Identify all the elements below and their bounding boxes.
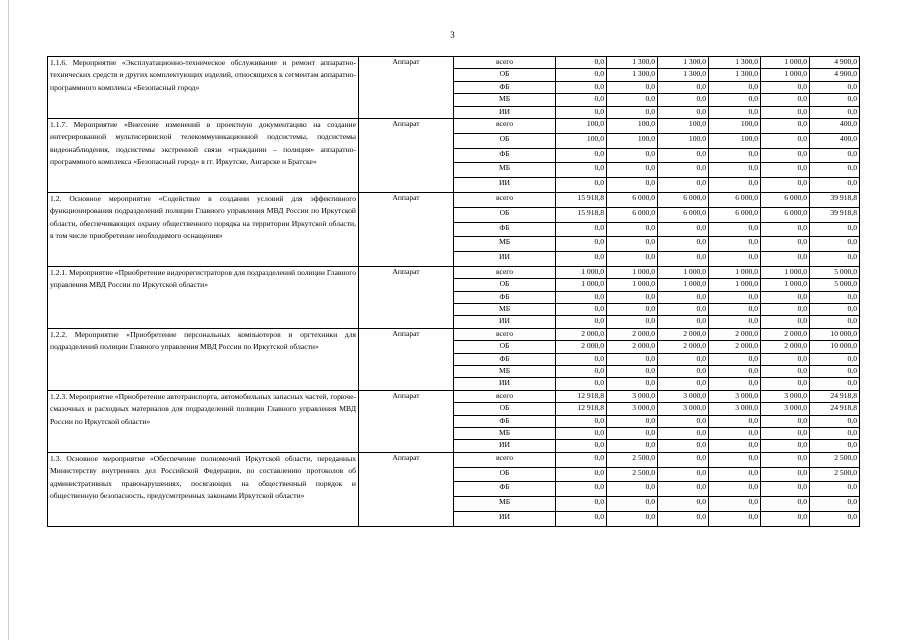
year-value: 0,0 [658, 482, 709, 497]
table-row [48, 266, 860, 278]
total-value: 0,0 [810, 163, 860, 178]
funding-source: ОБ [454, 133, 556, 148]
year-value: 0,0 [607, 148, 658, 163]
funding-source: МБ [454, 497, 556, 512]
total-value: 0,0 [810, 428, 860, 440]
year-value: 0,0 [556, 316, 607, 328]
funding-source: всего [454, 192, 556, 207]
year-value: 1 300,0 [709, 69, 761, 81]
year-value: 0,0 [607, 366, 658, 378]
year-value: 0,0 [709, 366, 761, 378]
year-value: 1 000,0 [761, 69, 810, 81]
year-value: 0,0 [658, 497, 709, 512]
year-value: 0,0 [761, 428, 810, 440]
year-value: 6 000,0 [709, 192, 761, 207]
year-value: 6 000,0 [761, 192, 810, 207]
year-value: 0,0 [607, 252, 658, 267]
table-row [48, 452, 860, 467]
year-value: 0,0 [761, 237, 810, 252]
year-value: 0,0 [607, 163, 658, 178]
year-value: 0,0 [556, 252, 607, 267]
funding-source: всего [454, 118, 556, 133]
year-value: 0,0 [658, 366, 709, 378]
total-value: 10 000,0 [810, 328, 860, 340]
executor-cell: Аппарат [359, 266, 454, 328]
year-value: 0,0 [658, 178, 709, 193]
year-value: 1 000,0 [761, 57, 810, 69]
table-row [48, 390, 860, 402]
total-value: 10 000,0 [810, 341, 860, 353]
funding-source: всего [454, 328, 556, 340]
total-value: 24 918,8 [810, 390, 860, 402]
year-value: 0,0 [658, 148, 709, 163]
year-value: 0,0 [709, 252, 761, 267]
year-value: 0,0 [761, 118, 810, 133]
total-value: 400,0 [810, 118, 860, 133]
year-value: 0,0 [556, 163, 607, 178]
year-value: 0,0 [607, 304, 658, 316]
year-value: 0,0 [556, 237, 607, 252]
year-value: 0,0 [761, 133, 810, 148]
funding-source: всего [454, 390, 556, 402]
total-value: 4 900,0 [810, 57, 860, 69]
year-value: 3 000,0 [658, 390, 709, 402]
total-value: 39 918,8 [810, 192, 860, 207]
year-value: 2 000,0 [709, 341, 761, 353]
total-value: 0,0 [810, 304, 860, 316]
year-value: 15 918,8 [556, 207, 607, 222]
year-value: 1 000,0 [761, 279, 810, 291]
measure-description: 1.3. Основное мероприятие «Обеспечение полномочий Иркутской области, переданных Министерству внутренних дел Российской Федерации, по составлению протоколов об административных правонарушениях, посягающих на общественный порядок и общественную безопасность, предусмотренных законами Иркутской области» [48, 452, 359, 526]
year-value: 6 000,0 [658, 192, 709, 207]
year-value: 0,0 [709, 81, 761, 93]
total-value: 0,0 [810, 178, 860, 193]
year-value: 0,0 [658, 415, 709, 427]
year-value: 0,0 [761, 252, 810, 267]
year-value: 1 000,0 [761, 266, 810, 278]
total-value: 0,0 [810, 291, 860, 303]
year-value: 0,0 [709, 222, 761, 237]
year-value: 6 000,0 [709, 207, 761, 222]
year-value: 6 000,0 [607, 192, 658, 207]
measure-description: 1.1.7. Мероприятие «Внесение изменений в проектную документацию на создание интегрированной мультисервисной телекоммуникационной подсистемы, подсистемы видеонаблюдения, подсистемы экстренной связи «гражданин – полиция» аппаратно-программного комплекса «Безопасный город» в гг. Иркутске, Ангарске и Братске» [48, 118, 359, 192]
year-value: 0,0 [658, 291, 709, 303]
total-value: 2 500,0 [810, 452, 860, 467]
year-value: 0,0 [658, 94, 709, 106]
total-value: 0,0 [810, 366, 860, 378]
year-value: 100,0 [709, 133, 761, 148]
year-value: 0,0 [607, 428, 658, 440]
year-value: 0,0 [709, 94, 761, 106]
year-value: 2 000,0 [556, 341, 607, 353]
year-value: 2 000,0 [607, 341, 658, 353]
total-value: 0,0 [810, 106, 860, 118]
total-value: 24 918,8 [810, 403, 860, 415]
year-value: 0,0 [607, 81, 658, 93]
year-value: 0,0 [709, 178, 761, 193]
year-value: 0,0 [709, 428, 761, 440]
total-value: 0,0 [810, 316, 860, 328]
funding-source: ФБ [454, 415, 556, 427]
total-value: 0,0 [810, 94, 860, 106]
year-value: 0,0 [607, 237, 658, 252]
year-value: 1 000,0 [556, 266, 607, 278]
year-value: 12 918,8 [556, 403, 607, 415]
year-value: 3 000,0 [761, 390, 810, 402]
year-value: 0,0 [709, 353, 761, 365]
scan-edge-line [8, 0, 9, 640]
year-value: 0,0 [761, 106, 810, 118]
year-value: 0,0 [761, 163, 810, 178]
year-value: 0,0 [658, 511, 709, 526]
total-value: 0,0 [810, 237, 860, 252]
year-value: 0,0 [761, 452, 810, 467]
year-value: 2 000,0 [658, 328, 709, 340]
year-value: 6 000,0 [607, 207, 658, 222]
table-row [48, 118, 860, 133]
funding-source: ФБ [454, 148, 556, 163]
year-value: 2 000,0 [761, 341, 810, 353]
year-value: 12 918,8 [556, 390, 607, 402]
year-value: 0,0 [761, 178, 810, 193]
page-number: 3 [450, 30, 455, 40]
year-value: 0,0 [607, 106, 658, 118]
funding-source: ФБ [454, 353, 556, 365]
year-value: 100,0 [607, 133, 658, 148]
funding-source: МБ [454, 163, 556, 178]
funding-source: МБ [454, 237, 556, 252]
funding-source: ОБ [454, 403, 556, 415]
year-value: 0,0 [709, 291, 761, 303]
year-value: 0,0 [761, 148, 810, 163]
year-value: 0,0 [709, 440, 761, 452]
year-value: 0,0 [761, 291, 810, 303]
year-value: 0,0 [761, 482, 810, 497]
year-value: 0,0 [607, 378, 658, 390]
year-value: 0,0 [658, 452, 709, 467]
year-value: 0,0 [658, 222, 709, 237]
year-value: 0,0 [556, 428, 607, 440]
measure-description: 1.2.1. Мероприятие «Приобретение видеорегистраторов для подразделений полиции Главного управления МВД России по Иркутской области» [48, 266, 359, 328]
total-value: 4 900,0 [810, 69, 860, 81]
year-value: 0,0 [556, 81, 607, 93]
funding-source: ФБ [454, 81, 556, 93]
year-value: 0,0 [607, 482, 658, 497]
year-value: 0,0 [761, 81, 810, 93]
year-value: 3 000,0 [658, 403, 709, 415]
year-value: 0,0 [709, 304, 761, 316]
year-value: 100,0 [556, 133, 607, 148]
year-value: 1 000,0 [607, 266, 658, 278]
year-value: 0,0 [761, 316, 810, 328]
year-value: 1 000,0 [556, 279, 607, 291]
year-value: 1 000,0 [658, 279, 709, 291]
total-value: 0,0 [810, 378, 860, 390]
year-value: 0,0 [658, 353, 709, 365]
year-value: 0,0 [556, 291, 607, 303]
year-value: 0,0 [658, 467, 709, 482]
year-value: 0,0 [556, 94, 607, 106]
year-value: 0,0 [556, 415, 607, 427]
year-value: 0,0 [607, 222, 658, 237]
table-row [48, 57, 860, 69]
funding-source: ИИ [454, 178, 556, 193]
year-value: 0,0 [761, 440, 810, 452]
year-value: 0,0 [607, 94, 658, 106]
year-value: 1 300,0 [658, 57, 709, 69]
year-value: 0,0 [761, 511, 810, 526]
year-value: 0,0 [658, 304, 709, 316]
year-value: 0,0 [709, 316, 761, 328]
year-value: 0,0 [556, 178, 607, 193]
executor-cell: Аппарат [359, 452, 454, 526]
funding-source: ИИ [454, 440, 556, 452]
year-value: 0,0 [556, 222, 607, 237]
year-value: 0,0 [556, 467, 607, 482]
year-value: 100,0 [556, 118, 607, 133]
total-value: 0,0 [810, 148, 860, 163]
table-row [48, 192, 860, 207]
funding-source: МБ [454, 304, 556, 316]
executor-cell: Аппарат [359, 328, 454, 390]
total-value: 400,0 [810, 133, 860, 148]
year-value: 3 000,0 [709, 403, 761, 415]
total-value: 5 000,0 [810, 279, 860, 291]
measure-description: 1.2. Основное мероприятие «Содействие в создании условий для эффективного функционирования подразделений полиции Главного управления МВД России по Иркутской области, обеспечивающих охрану общественного порядка на территории Иркутской области, в том числе приобретение необходимого оснащения» [48, 192, 359, 266]
measure-description: 1.2.3. Мероприятие «Приобретение автотранспорта, автомобильных запасных частей, горюче-смазочных и расходных материалов для подразделений полиции Главного управления МВД России по Иркутской области» [48, 390, 359, 452]
year-value: 0,0 [658, 237, 709, 252]
year-value: 0,0 [761, 366, 810, 378]
executor-cell: Аппарат [359, 57, 454, 119]
funding-source: ФБ [454, 482, 556, 497]
year-value: 6 000,0 [761, 207, 810, 222]
year-value: 0,0 [607, 497, 658, 512]
year-value: 0,0 [556, 452, 607, 467]
total-value: 0,0 [810, 222, 860, 237]
year-value: 0,0 [658, 316, 709, 328]
year-value: 0,0 [709, 237, 761, 252]
year-value: 0,0 [761, 304, 810, 316]
year-value: 0,0 [709, 511, 761, 526]
total-value: 0,0 [810, 482, 860, 497]
year-value: 100,0 [658, 133, 709, 148]
year-value: 2 500,0 [607, 452, 658, 467]
total-value: 0,0 [810, 511, 860, 526]
year-value: 0,0 [556, 69, 607, 81]
year-value: 0,0 [607, 178, 658, 193]
funding-source: всего [454, 266, 556, 278]
year-value: 100,0 [607, 118, 658, 133]
total-value: 0,0 [810, 81, 860, 93]
year-value: 1 300,0 [607, 69, 658, 81]
year-value: 2 000,0 [761, 328, 810, 340]
year-value: 1 300,0 [607, 57, 658, 69]
year-value: 2 000,0 [607, 328, 658, 340]
year-value: 0,0 [709, 497, 761, 512]
funding-source: ОБ [454, 279, 556, 291]
measure-description: 1.2.2. Мероприятие «Приобретение персональных компьютеров и оргтехники для подразделений полиции Главного управления МВД России по Иркутской области» [48, 328, 359, 390]
year-value: 0,0 [761, 94, 810, 106]
year-value: 0,0 [556, 482, 607, 497]
funding-source: ФБ [454, 291, 556, 303]
year-value: 1 300,0 [709, 57, 761, 69]
year-value: 0,0 [709, 106, 761, 118]
total-value: 2 500,0 [810, 467, 860, 482]
budget-table [47, 56, 860, 527]
total-value: 0,0 [810, 415, 860, 427]
year-value: 0,0 [761, 415, 810, 427]
funding-source: ИИ [454, 252, 556, 267]
funding-source: МБ [454, 428, 556, 440]
year-value: 0,0 [709, 378, 761, 390]
year-value: 0,0 [761, 378, 810, 390]
year-value: 0,0 [709, 482, 761, 497]
total-value: 0,0 [810, 252, 860, 267]
year-value: 0,0 [658, 378, 709, 390]
year-value: 0,0 [709, 415, 761, 427]
funding-source: ОБ [454, 207, 556, 222]
year-value: 0,0 [607, 353, 658, 365]
year-value: 2 500,0 [607, 467, 658, 482]
table-body [48, 57, 860, 527]
year-value: 0,0 [607, 291, 658, 303]
year-value: 0,0 [709, 148, 761, 163]
year-value: 0,0 [658, 81, 709, 93]
total-value: 0,0 [810, 440, 860, 452]
year-value: 2 000,0 [658, 341, 709, 353]
year-value: 0,0 [658, 163, 709, 178]
year-value: 0,0 [658, 428, 709, 440]
funding-source: ОБ [454, 341, 556, 353]
year-value: 0,0 [556, 366, 607, 378]
total-value: 5 000,0 [810, 266, 860, 278]
year-value: 0,0 [556, 511, 607, 526]
year-value: 0,0 [556, 378, 607, 390]
year-value: 1 000,0 [709, 266, 761, 278]
funding-source: всего [454, 452, 556, 467]
executor-cell: Аппарат [359, 390, 454, 452]
year-value: 0,0 [709, 452, 761, 467]
funding-source: МБ [454, 94, 556, 106]
year-value: 100,0 [709, 118, 761, 133]
year-value: 0,0 [556, 148, 607, 163]
year-value: 0,0 [556, 440, 607, 452]
year-value: 1 300,0 [658, 69, 709, 81]
year-value: 0,0 [607, 511, 658, 526]
funding-source: всего [454, 57, 556, 69]
year-value: 0,0 [761, 353, 810, 365]
year-value: 0,0 [607, 316, 658, 328]
year-value: 1 000,0 [607, 279, 658, 291]
funding-source: ИИ [454, 378, 556, 390]
funding-source: ФБ [454, 222, 556, 237]
executor-cell: Аппарат [359, 118, 454, 192]
year-value: 15 918,8 [556, 192, 607, 207]
year-value: 2 000,0 [709, 328, 761, 340]
funding-source: ОБ [454, 69, 556, 81]
year-value: 0,0 [556, 57, 607, 69]
year-value: 3 000,0 [709, 390, 761, 402]
total-value: 0,0 [810, 497, 860, 512]
year-value: 100,0 [658, 118, 709, 133]
year-value: 0,0 [556, 304, 607, 316]
year-value: 0,0 [658, 440, 709, 452]
funding-source: ИИ [454, 316, 556, 328]
year-value: 0,0 [761, 222, 810, 237]
year-value: 0,0 [709, 467, 761, 482]
total-value: 0,0 [810, 353, 860, 365]
year-value: 0,0 [761, 467, 810, 482]
table-row [48, 328, 860, 340]
year-value: 0,0 [761, 497, 810, 512]
funding-source: ОБ [454, 467, 556, 482]
year-value: 1 000,0 [709, 279, 761, 291]
measure-description: 1.1.6. Мероприятие «Эксплуатационно-техническое обслуживание и ремонт аппаратно-технических средств и других комплектующих изделий, относящихся к сегментам аппаратно-программного комплекса «Безопасный город» [48, 57, 359, 119]
year-value: 0,0 [607, 440, 658, 452]
year-value: 1 000,0 [658, 266, 709, 278]
year-value: 0,0 [556, 353, 607, 365]
year-value: 3 000,0 [607, 390, 658, 402]
year-value: 0,0 [607, 415, 658, 427]
year-value: 0,0 [556, 497, 607, 512]
year-value: 0,0 [658, 252, 709, 267]
funding-source: ИИ [454, 106, 556, 118]
year-value: 3 000,0 [761, 403, 810, 415]
year-value: 0,0 [556, 106, 607, 118]
funding-source: ИИ [454, 511, 556, 526]
year-value: 0,0 [658, 106, 709, 118]
executor-cell: Аппарат [359, 192, 454, 266]
year-value: 2 000,0 [556, 328, 607, 340]
funding-source: МБ [454, 366, 556, 378]
year-value: 6 000,0 [658, 207, 709, 222]
year-value: 0,0 [709, 163, 761, 178]
year-value: 3 000,0 [607, 403, 658, 415]
total-value: 39 918,8 [810, 207, 860, 222]
